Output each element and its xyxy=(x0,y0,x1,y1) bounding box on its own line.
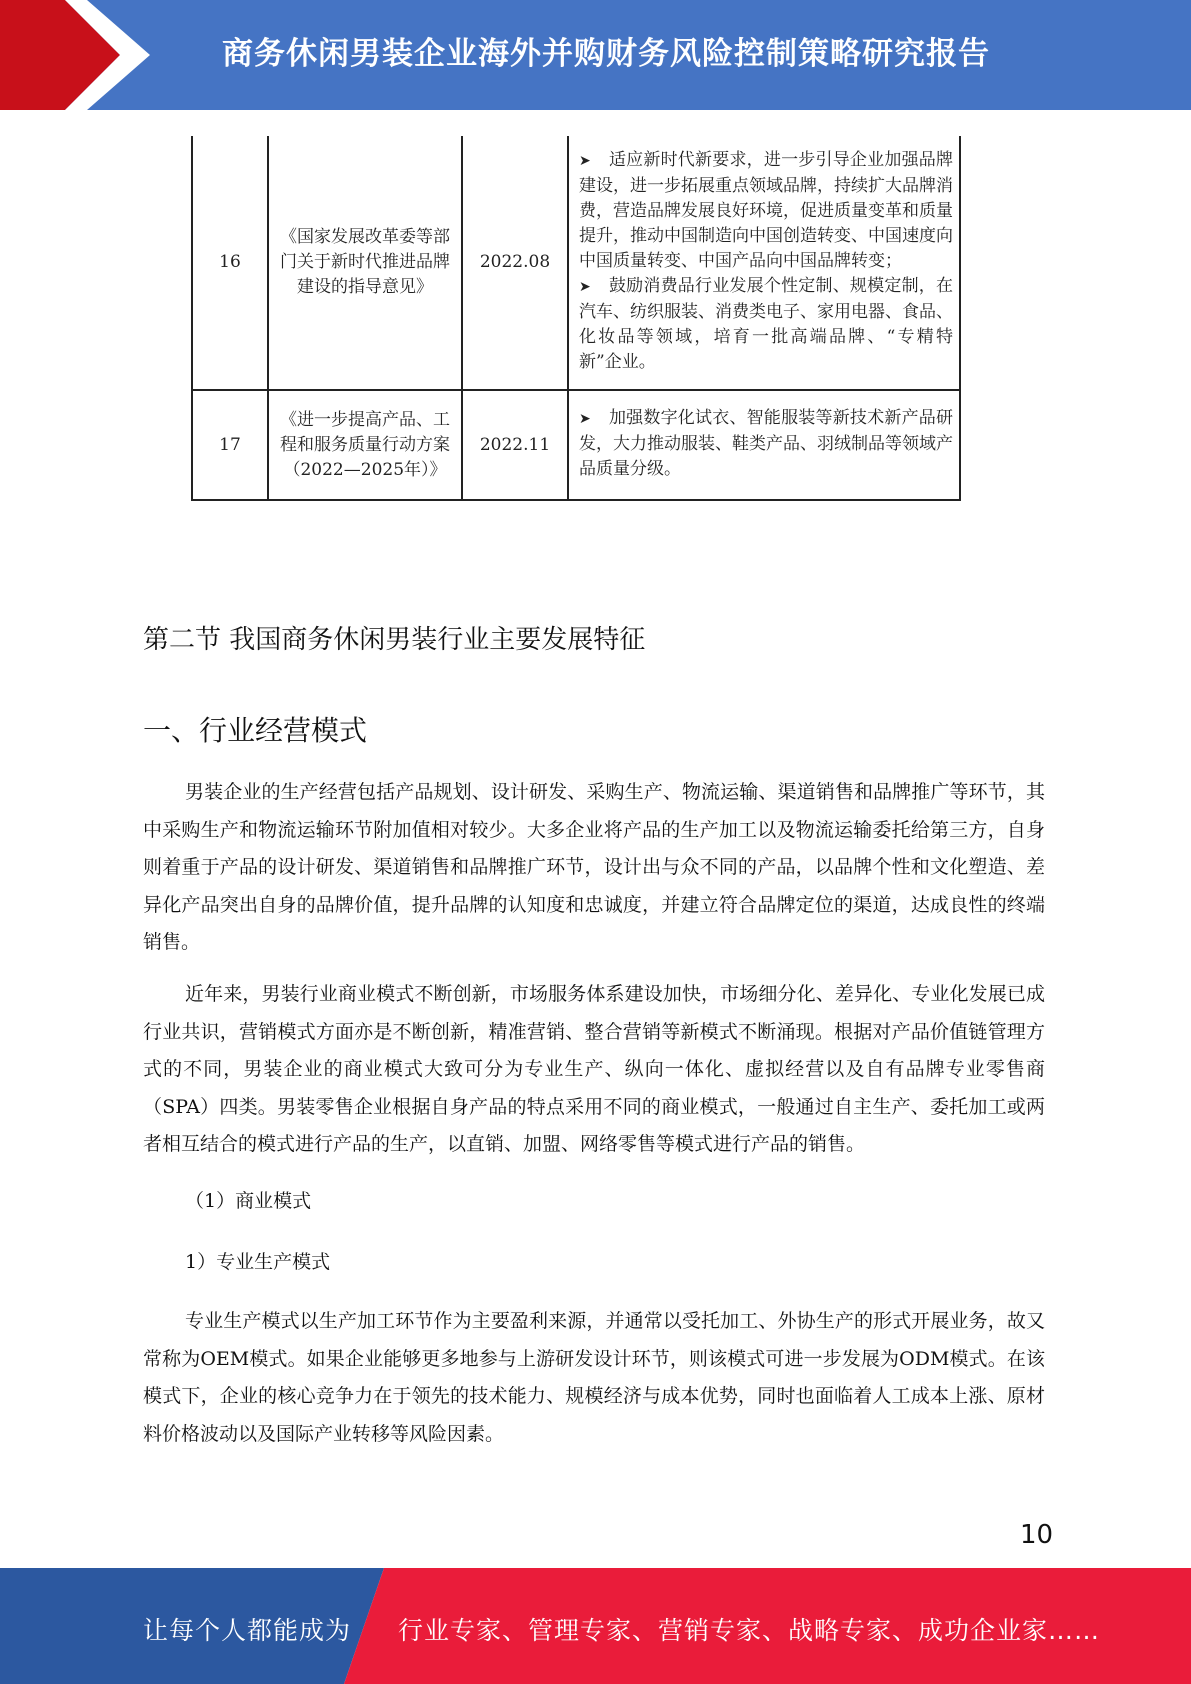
policy-name: 《进一步提高产品、工程和服务质量行动方案（2022—2025年）》 xyxy=(268,390,462,500)
body-paragraph: 近年来，男装行业商业模式不断创新，市场服务体系建设加快，市场细分化、差异化、专业化发展已成行业共识，营销模式方面亦是不断创新，精准营销、整合营销等新模式不断涌现。根据对产品价值链管理方式的不同，男装企业的商业模式大致可分为专业生产、纵向一体化、虚拟经营以及自有品牌专业零售商（SPA）四类。男装零售企业根据自身产品的特点采用不同的商业模式，一般通过自主生产、委托加工或两者相互结合的模式进行产品的生产，以直销、加盟、网络零售等模式进行产品的销售。 xyxy=(143,983,1045,1155)
list-item: ➤ 鼓励消费品行业发展个性定制、规模定制，在汽车、纺织服装、消费类电子、家用电器、食品、化妆品等领域，培育一批高端品牌、“专精特新”企业。 xyxy=(579,276,953,372)
footer-slogan-left: 让每个人都能成为 xyxy=(143,1616,352,1645)
row-number: 17 xyxy=(192,390,268,500)
policy-description xyxy=(568,136,960,390)
list-item: ➤ 适应新时代新要求，进一步引导企业加强品牌建设，进一步拓展重点领域品牌，持续扩大品牌消费，营造品牌发展良好环境，促进质量变革和质量提升，推动中国制造向中国创造转变、中国速度向中国质量转变、中国产品向中国品牌转变； xyxy=(579,150,953,271)
row-number: 16 xyxy=(192,136,268,390)
arrow-bullet-icon: ➤ xyxy=(579,411,591,427)
policy-date: 2022.11 xyxy=(462,390,568,500)
policy-table xyxy=(191,136,961,501)
footer-bar xyxy=(0,1568,1191,1684)
policy-name: 《国家发展改革委等部门关于新时代推进品牌建设的指导意见》 xyxy=(268,136,462,390)
page-number: 10 xyxy=(1020,1520,1054,1550)
arrow-bullet-icon: ➤ xyxy=(579,153,591,169)
business-model-label: （1）商业模式 xyxy=(185,1190,312,1212)
list-item: ➤ 加强数字化试衣、智能服装等新技术新产品研发，大力推动服装、鞋类产品、羽绒制品等领域产品质量分级。 xyxy=(579,408,953,479)
policy-date: 2022.08 xyxy=(462,136,568,390)
subsection-heading: 一、行业经营模式 xyxy=(143,714,368,747)
arrow-bullet-icon: ➤ xyxy=(579,279,591,295)
section-heading: 第二节 我国商务休闲男装行业主要发展特征 xyxy=(143,625,646,655)
professional-production-label: 1）专业生产模式 xyxy=(185,1251,331,1273)
body-paragraph: 男装企业的生产经营包括产品规划、设计研发、采购生产、物流运输、渠道销售和品牌推广等环节，其中采购生产和物流运输环节附加值相对较少。大多企业将产品的生产加工以及物流运输委托给第三方，自身则着重于产品的设计研发、渠道销售和品牌推广环节，设计出与众不同的产品，以品牌个性和文化塑造、差异化产品突出自身的品牌价值，提升品牌的认知度和忠诚度，并建立符合品牌定位的渠道，达成良性的终端销售。 xyxy=(143,781,1045,953)
policy-description xyxy=(568,390,960,500)
table-row xyxy=(192,136,960,390)
footer-slogan-right: 行业专家、管理专家、营销专家、战略专家、成功企业家…… xyxy=(398,1616,1101,1645)
body-paragraph: 专业生产模式以生产加工环节作为主要盈利来源，并通常以受托加工、外协生产的形式开展业务，故又常称为OEM模式。如果企业能够更多地参与上游研发设计环节，则该模式可进一步发展为ODM模式。在该模式下，企业的核心竞争力在于领先的技术能力、规模经济与成本优势，同时也面临着人工成本上涨、原材料价格波动以及国际产业转移等风险因素。 xyxy=(143,1310,1045,1445)
table-row xyxy=(192,390,960,500)
report-title: 商务休闲男装企业海外并购财务风险控制策略研究报告 xyxy=(222,36,990,72)
header-bar xyxy=(0,0,1191,110)
